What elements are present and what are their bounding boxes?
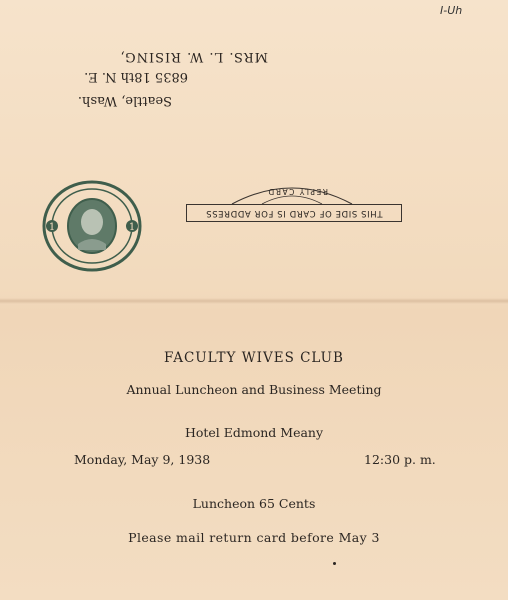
club-title: FACULTY WIVES CLUB <box>164 350 344 366</box>
address-street: 6835 18th N. E. <box>84 69 188 84</box>
reply-address-box: THIS SIDE OF CARD IS FOR ADDRESS <box>186 204 402 222</box>
corner-annotation: I-Uh <box>440 4 463 17</box>
address-block <box>60 38 280 118</box>
venue: Hotel Edmond Meany <box>184 425 324 440</box>
postage-stamp-icon <box>42 180 142 272</box>
address-city: Seattle, Wash. <box>77 93 172 108</box>
fold-line <box>0 298 508 304</box>
luncheon-price: Luncheon 65 Cents <box>192 496 316 511</box>
event-time: 12:30 p. m. <box>364 452 436 467</box>
event-date: Monday, May 9, 1938 <box>74 452 211 467</box>
stamp-denomination-right: 1 <box>128 222 136 233</box>
reply-card-stamp <box>184 176 402 222</box>
stamp-denomination-left: 1 <box>48 222 56 233</box>
return-instruction: Please mail return card before May 3 <box>128 530 380 545</box>
event-subtitle: Annual Luncheon and Business Meeting <box>126 382 382 397</box>
reply-card-label: REPLY CARD <box>267 187 328 196</box>
ink-dot <box>333 562 336 565</box>
address-name: MRS. L. W. RISING, <box>119 49 268 64</box>
